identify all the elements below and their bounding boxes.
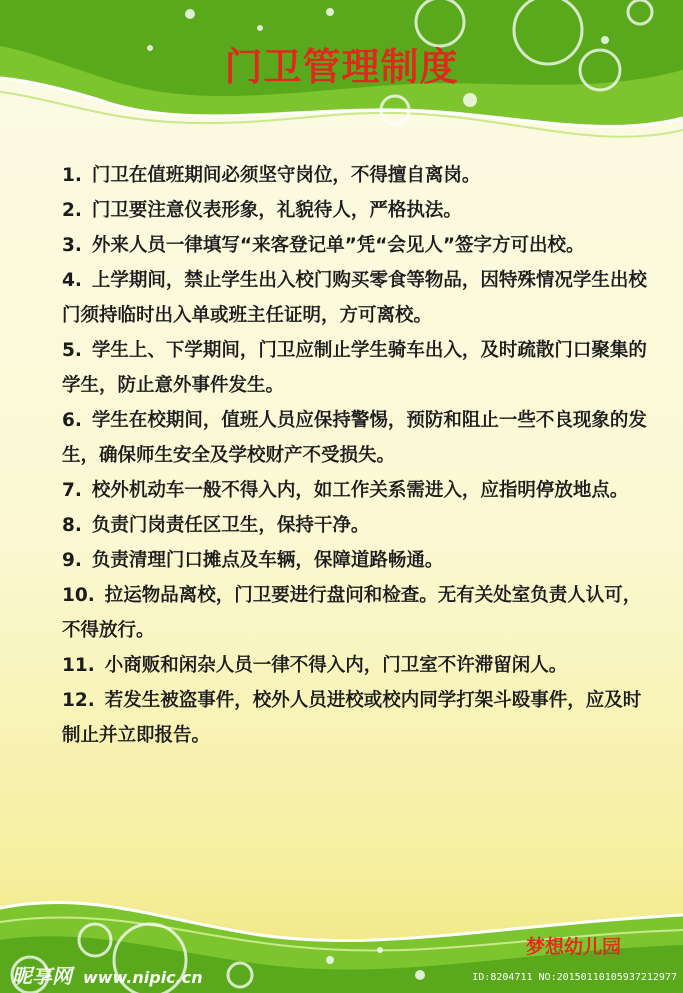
rule-text: 学生上、下学期间，门卫应制止学生骑车出入，及时疏散门口聚集的学生，防止意外事件发生。 xyxy=(62,340,647,396)
list-item xyxy=(62,333,647,403)
list-item xyxy=(62,648,647,683)
rule-number: 7. xyxy=(62,480,82,501)
list-item xyxy=(62,683,647,753)
image-id-label: ID:8204711 NO:20150110105937212977 xyxy=(472,972,677,983)
list-item xyxy=(62,508,647,543)
rule-number: 3. xyxy=(62,235,82,256)
rule-number: 8. xyxy=(62,515,82,536)
list-item xyxy=(62,158,647,193)
rule-text: 负责清理门口摊点及车辆，保障道路畅通。 xyxy=(91,550,444,571)
rule-text: 学生在校期间，值班人员应保持警惕，预防和阻止一些不良现象的发生，确保师生安全及学校财产不受损失。 xyxy=(62,410,647,466)
watermark-brand: 昵享网 xyxy=(12,964,72,988)
watermark-url: www.nipic.cn xyxy=(82,968,203,987)
list-item xyxy=(62,263,647,333)
rule-text: 门卫要注意仪表形象，礼貌待人，严格执法。 xyxy=(91,200,462,221)
list-item xyxy=(62,403,647,473)
rule-text: 外来人员一律填写“来客登记单”凭“会见人”签字方可出校。 xyxy=(91,235,585,256)
signature: 梦想幼儿园 xyxy=(525,936,621,958)
list-item xyxy=(62,228,647,263)
watermark xyxy=(12,960,203,989)
rule-number: 4. xyxy=(62,270,82,291)
page-title: 门卫管理制度 xyxy=(224,45,459,89)
rule-number: 5. xyxy=(62,340,82,361)
rule-text: 负责门岗责任区卫生，保持干净。 xyxy=(91,515,370,536)
list-item xyxy=(62,578,647,648)
list-item xyxy=(62,473,647,508)
rules-list xyxy=(62,158,647,753)
rule-number: 9. xyxy=(62,550,82,571)
list-item xyxy=(62,543,647,578)
rule-number: 1. xyxy=(62,165,82,186)
rule-number: 6. xyxy=(62,410,82,431)
rule-text: 小商贩和闲杂人员一律不得入内，门卫室不许滞留闲人。 xyxy=(104,655,568,676)
rule-text: 校外机动车一般不得入内，如工作关系需进入，应指明停放地点。 xyxy=(91,480,629,501)
rule-text: 拉运物品离校，门卫要进行盘问和检查。无有关处室负责人认可，不得放行。 xyxy=(62,585,642,641)
rule-number: 12. xyxy=(62,690,95,711)
rule-number: 2. xyxy=(62,200,82,221)
list-item xyxy=(62,193,647,228)
rule-number: 10. xyxy=(62,585,95,606)
rule-text: 若发生被盗事件，校外人员进校或校内同学打架斗殴事件，应及时制止并立即报告。 xyxy=(62,690,642,746)
rule-number: 11. xyxy=(62,655,95,676)
rule-text: 门卫在值班期间必须坚守岗位，不得擅自离岗。 xyxy=(91,165,481,186)
rule-text: 上学期间，禁止学生出入校门购买零食等物品，因特殊情况学生出校门须持临时出入单或班主任证明，方可离校。 xyxy=(62,270,647,326)
